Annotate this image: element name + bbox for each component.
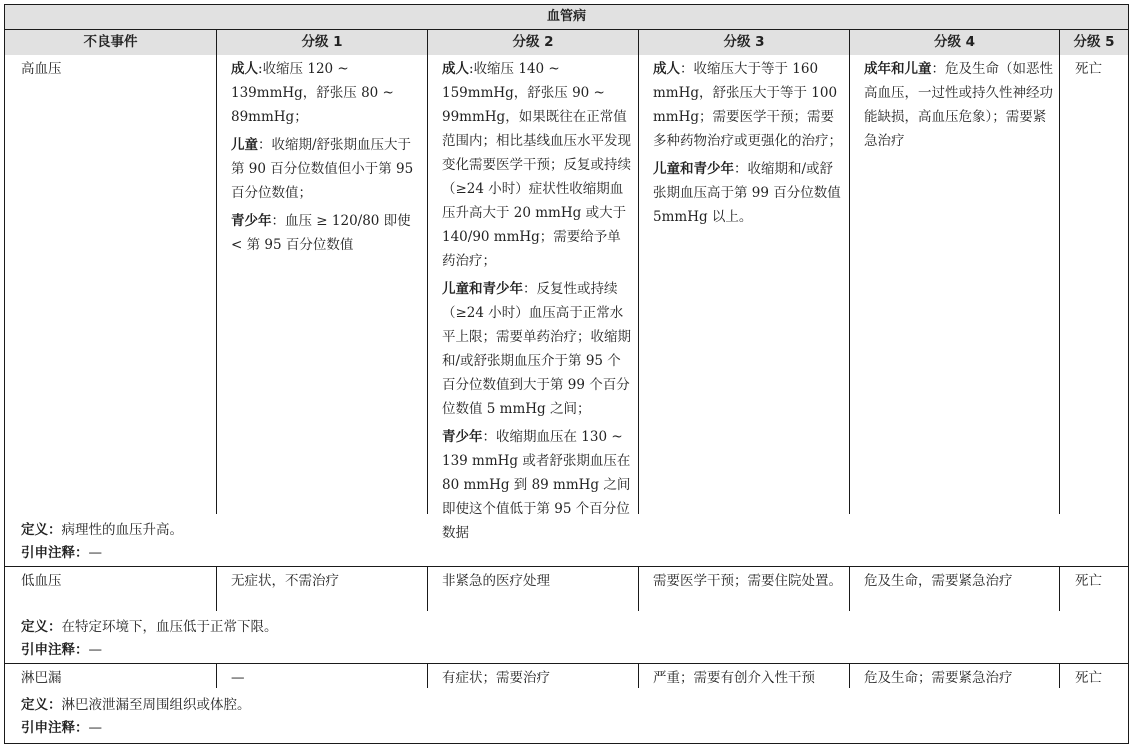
table-title: 血管病 (5, 5, 1128, 29)
row-lymph-leak-note: 引申注释：— (21, 720, 102, 736)
row-hypotension-note: 引申注释：— (21, 642, 102, 658)
row-hypertension-note: 引申注释：— (21, 545, 102, 561)
row-hypertension-grade-2: 成人:收缩压 140 ~ 159mmHg，舒张压 90 ~ 99mmHg，如果既往在正常值范围内；相比基线血压水平发现变化需要医学干预；反复或持续（≥24 小时）症状性收缩期血压升高大于 20 mmHg 或大于 140/90 mmHg；需要给予单药治疗； 儿童和青少年：反复性或持续（≥24 小时）血压高于正常水平上限；需要单药治疗；收缩期和/或舒张期血压介于第 95 个百分位数值到大于第 99 个百分位数值 5 mmHg 之间； 青少年：收缩期血压在 130 ~ 139 mmHg 或者舒张期血压在 80 mmHg 到 89 mmHg 之间即使这个值低于第 95 个百分位数据 (442, 61, 631, 541)
header-grade-2: 分级 2 (512, 34, 554, 50)
row-hypertension-grade-1: 成人:收缩压 120 ~ 139mmHg，舒张压 80 ~ 89mmHg； 儿童：收缩期/舒张期血压大于第 90 百分位数值但小于第 95 百分位数值； 青少年：血压 ≥ 120/80 即使 < 第 95 百分位数值 (231, 61, 414, 253)
row-lymph-leak-event: 淋巴漏 (21, 670, 62, 686)
header-grade-1: 分级 1 (301, 34, 343, 50)
header-grade-4: 分级 4 (933, 34, 976, 50)
row-hypotension-grade-3: 需要医学干预；需要住院处置。 (653, 573, 842, 589)
row-hypotension-grade-5: 死亡 (1075, 573, 1102, 589)
row-hypotension-definition: 定义：在特定环境下，血压低于正常下限。 (21, 619, 278, 635)
row-lymph-leak-grade-1: — (231, 670, 245, 686)
header-grade-3: 分级 3 (723, 34, 765, 50)
row-hypotension-grade-4: 危及生命，需要紧急治疗 (864, 573, 1013, 589)
row-hypertension-grade-5: 死亡 (1075, 61, 1102, 77)
row-hypertension-grade-4: 成年和儿童：危及生命（如恶性高血压，一过性或持久性神经功能缺损，高血压危象）；需要紧急治疗 (864, 61, 1053, 149)
row-lymph-leak-grade-3: 严重；需要有创介入性干预 (653, 670, 815, 686)
row-hypertension-grade-3: 成人：收缩压大于等于 160 mmHg，舒张压大于等于 100 mmHg；需要医学干预；需要多种药物治疗或更强化的治疗； 儿童和青少年：收缩期和/或舒张期血压高于第 99 百分位数值 5mmHg 以上。 (653, 61, 842, 225)
row-lymph-leak-grade-2: 有症状；需要治疗 (442, 670, 550, 686)
row-lymph-leak-definition: 定义：淋巴液泄漏至周围组织或体腔。 (21, 697, 251, 713)
header-event: 不良事件 (83, 34, 138, 50)
header-grade-5: 分级 5 (1073, 34, 1115, 50)
row-lymph-leak-grade-5: 死亡 (1075, 670, 1102, 686)
adverse-event-table (4, 4, 1129, 744)
row-hypertension-definition: 定义：病理性的血压升高。 (21, 522, 183, 538)
row-hypotension-grade-2: 非紧急的医疗处理 (442, 573, 550, 589)
row-hypotension-event: 低血压 (21, 573, 62, 589)
row-lymph-leak-grade-4: 危及生命；需要紧急治疗 (864, 670, 1013, 686)
column-header-row (5, 29, 1128, 55)
row-hypertension-event: 高血压 (21, 61, 62, 77)
row-hypotension-grade-1: 无症状，不需治疗 (231, 573, 339, 589)
